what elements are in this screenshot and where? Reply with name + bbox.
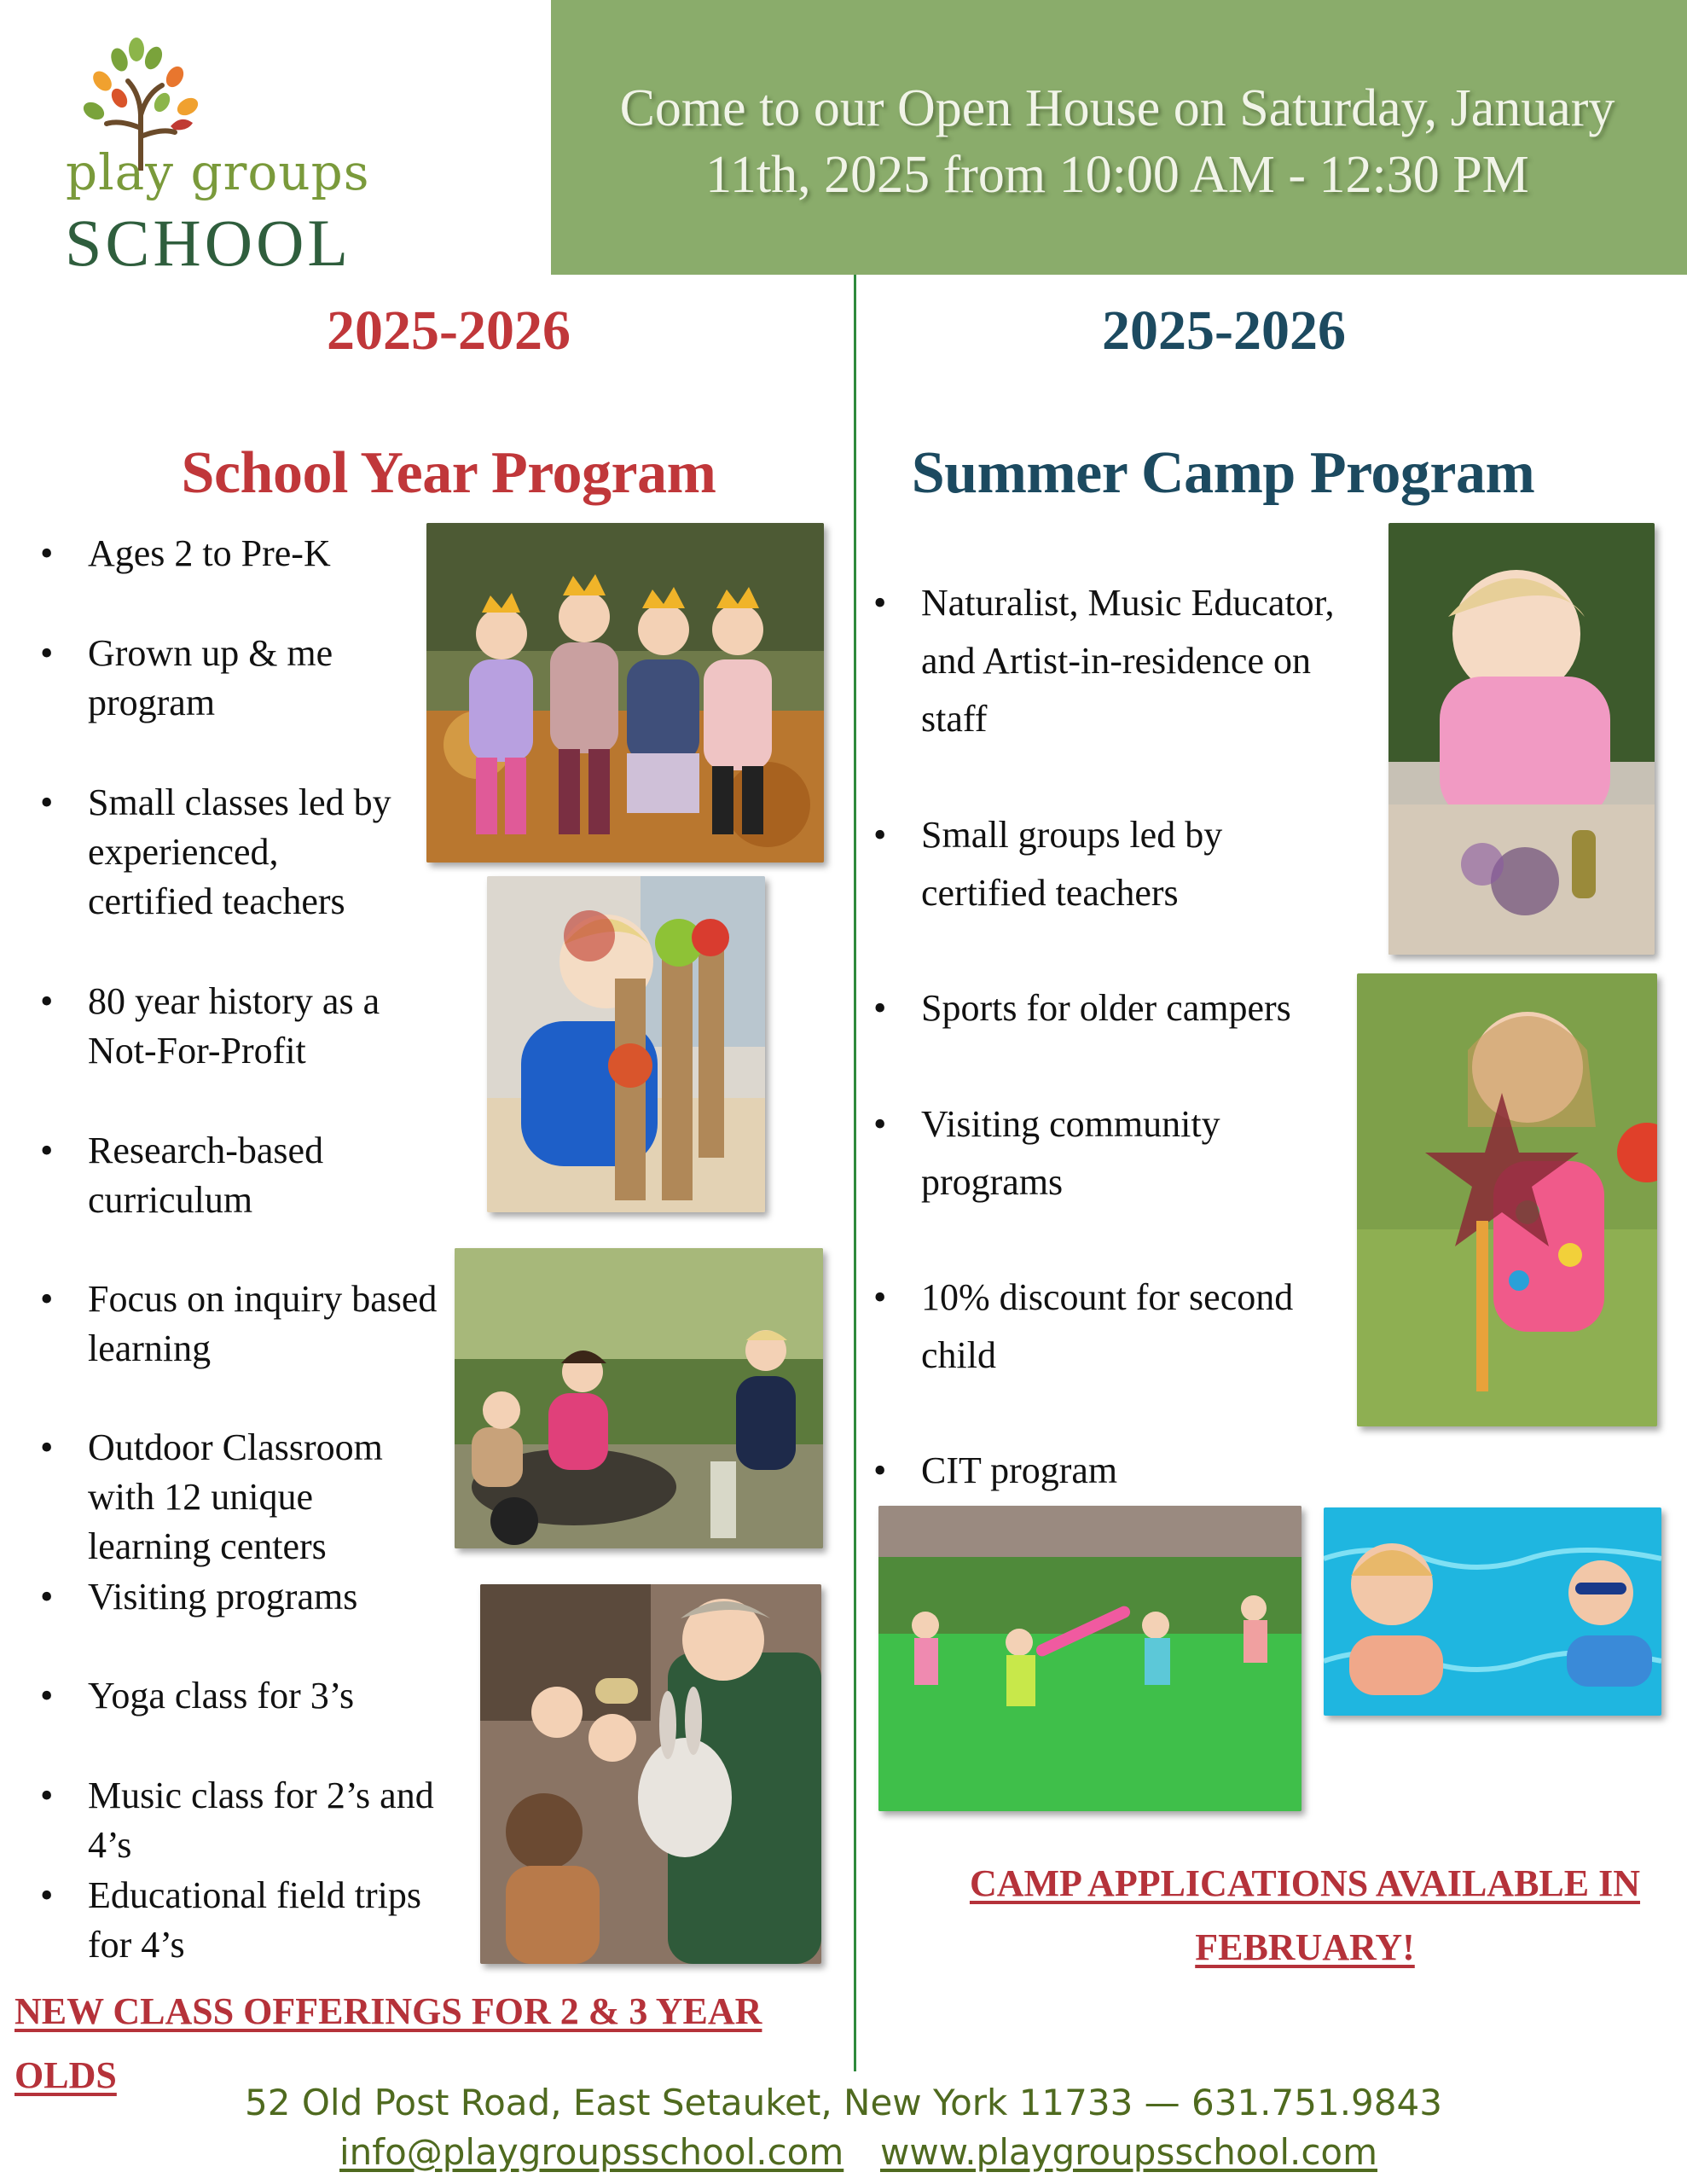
school-logo xyxy=(34,34,370,282)
list-item: • Sports for older campers xyxy=(873,987,1291,1029)
photo-girl-painting xyxy=(1388,523,1655,955)
open-house-text xyxy=(563,75,1672,208)
logo-wordmark-play-groups: play groups xyxy=(66,143,370,201)
photo-teacher-bunny xyxy=(480,1584,821,1964)
photo-kids-wheelbarrow xyxy=(455,1248,823,1548)
logo-wordmark-school: SCHOOL xyxy=(65,206,352,280)
camp-applications-link[interactable] xyxy=(925,1851,1684,1979)
summer-camp-year-label: 2025-2026 xyxy=(1102,299,1346,362)
photo-child-apple-tubes xyxy=(487,876,765,1212)
new-class-offerings-line-2: OLDS xyxy=(14,2054,117,2096)
list-item: • Visiting programs xyxy=(40,1576,358,1618)
photo-girl-wand-grass xyxy=(1357,973,1657,1426)
list-item: • Educational field trips for 4’s xyxy=(40,1874,421,1966)
school-year-program-title: School Year Program xyxy=(181,440,716,506)
camp-applications-line-2: FEBRUARY! xyxy=(1195,1926,1415,1968)
list-item: • CIT program xyxy=(873,1449,1118,1491)
camp-applications-line-1: CAMP APPLICATIONS AVAILABLE IN xyxy=(969,1862,1641,1904)
photo-kids-crowns-autumn xyxy=(426,523,824,863)
footer-address: 52 Old Post Road, East Setauket, New York 11733 — 631.751.9843 xyxy=(245,2082,1442,2123)
summer-camp-program-title: Summer Camp Program xyxy=(911,440,1535,506)
list-item: • Naturalist, Music Educator, and Artist-in-residence on staff xyxy=(873,582,1335,740)
list-item: • Music class for 2’s and 4’s xyxy=(40,1774,434,1866)
footer-email-link[interactable]: info@playgroupsschool.com xyxy=(339,2131,844,2173)
open-house-line-1: Come to our Open House on Saturday, January xyxy=(619,79,1615,137)
list-item: • Small classes led by experienced, certified teachers xyxy=(40,781,391,922)
school-year-label: 2025-2026 xyxy=(327,299,571,362)
list-item: • 80 year history as a Not-For-Profit xyxy=(40,980,380,1072)
list-item: • Focus on inquiry based learning xyxy=(40,1278,438,1369)
list-item: • 10% discount for second child xyxy=(873,1276,1294,1376)
footer-website-link[interactable]: www.playgroupsschool.com xyxy=(880,2131,1378,2173)
column-divider xyxy=(854,275,856,2071)
new-class-offerings-line-1: NEW CLASS OFFERINGS FOR 2 & 3 YEAR xyxy=(14,1990,762,2032)
list-item: • Research-based curriculum xyxy=(40,1130,324,1221)
photo-kids-pool xyxy=(1324,1507,1661,1716)
list-item: • Visiting community programs xyxy=(873,1103,1220,1203)
photo-kids-playing-turf xyxy=(878,1506,1301,1811)
list-item: • Ages 2 to Pre-K xyxy=(40,532,331,574)
list-item: • Small groups led by certified teachers xyxy=(873,814,1223,914)
list-item: • Yoga class for 3’s xyxy=(40,1675,355,1716)
list-item: • Grown up & me program xyxy=(40,632,333,723)
list-item: • Outdoor Classroom with 12 unique learning centers xyxy=(40,1426,383,1567)
open-house-line-2: 11th, 2025 from 10:00 AM - 12:30 PM xyxy=(705,146,1529,204)
